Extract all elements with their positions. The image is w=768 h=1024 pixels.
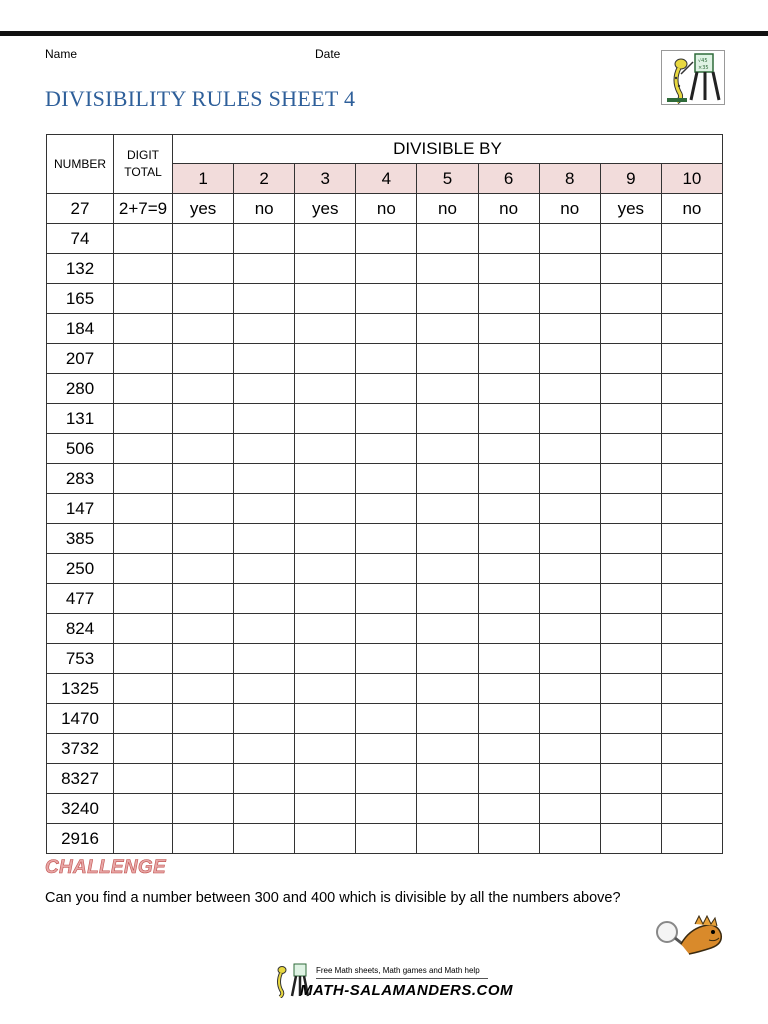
answer-cell[interactable] [539, 644, 600, 674]
answer-cell[interactable] [356, 524, 417, 554]
answer-cell[interactable] [417, 224, 478, 254]
answer-cell[interactable] [600, 704, 661, 734]
answer-cell[interactable] [478, 344, 539, 374]
name-label: Name [45, 47, 78, 61]
answer-cell[interactable] [539, 404, 600, 434]
answer-cell[interactable] [478, 764, 539, 794]
answer-cell[interactable] [539, 614, 600, 644]
answer-cell[interactable] [417, 374, 478, 404]
answer-cell[interactable] [478, 794, 539, 824]
answer-cell[interactable] [356, 314, 417, 344]
answer-cell[interactable] [173, 284, 234, 314]
answer-cell[interactable] [173, 464, 234, 494]
svg-text:×35: ×35 [698, 65, 709, 71]
answer-cell[interactable] [295, 794, 356, 824]
number-cell: 1325 [47, 674, 114, 704]
number-cell: 74 [47, 224, 114, 254]
answer-cell[interactable] [539, 374, 600, 404]
answer-cell[interactable] [417, 404, 478, 434]
digit-total-cell[interactable] [114, 734, 173, 764]
answer-cell[interactable] [539, 494, 600, 524]
table-row [47, 524, 723, 554]
digit-total-cell[interactable] [114, 464, 173, 494]
digit-total-cell[interactable] [114, 434, 173, 464]
number-cell: 385 [47, 524, 114, 554]
answer-cell[interactable] [173, 734, 234, 764]
answer-cell[interactable]: no [539, 194, 600, 224]
answer-cell[interactable] [478, 584, 539, 614]
answer-cell[interactable] [356, 434, 417, 464]
answer-cell[interactable] [600, 374, 661, 404]
answer-cell[interactable] [173, 524, 234, 554]
digit-total-cell[interactable] [114, 794, 173, 824]
answer-cell[interactable] [356, 344, 417, 374]
answer-cell[interactable] [539, 524, 600, 554]
answer-cell[interactable] [173, 554, 234, 584]
footer-tagline: Free Math sheets, Math games and Math help [316, 966, 480, 975]
answer-cell[interactable] [661, 404, 722, 434]
answer-cell[interactable] [600, 644, 661, 674]
answer-cell[interactable] [234, 734, 295, 764]
answer-cell[interactable] [173, 764, 234, 794]
number-cell: 3732 [47, 734, 114, 764]
table-row [47, 374, 723, 404]
answer-cell[interactable] [295, 734, 356, 764]
answer-cell[interactable] [539, 344, 600, 374]
divisor-header-9: 9 [600, 164, 661, 194]
answer-cell[interactable] [478, 254, 539, 284]
date-label: Date [315, 47, 341, 61]
answer-cell[interactable] [356, 404, 417, 434]
answer-cell[interactable] [173, 374, 234, 404]
number-cell: 283 [47, 464, 114, 494]
digit-total-cell[interactable] [114, 704, 173, 734]
digit-total-cell[interactable] [114, 404, 173, 434]
answer-cell[interactable] [234, 704, 295, 734]
answer-cell[interactable] [173, 704, 234, 734]
answer-cell[interactable] [356, 554, 417, 584]
table-row [47, 764, 723, 794]
answer-cell[interactable] [600, 674, 661, 704]
answer-cell[interactable] [417, 284, 478, 314]
number-cell: 8327 [47, 764, 114, 794]
table-row [47, 194, 723, 224]
table-row [47, 284, 723, 314]
answer-cell[interactable] [478, 524, 539, 554]
number-cell: 27 [47, 194, 114, 224]
answer-cell[interactable] [295, 704, 356, 734]
answer-cell[interactable] [600, 554, 661, 584]
answer-cell[interactable] [600, 284, 661, 314]
digit-total-cell[interactable]: 2+7=9 [114, 194, 173, 224]
answer-cell[interactable] [539, 434, 600, 464]
answer-cell[interactable] [661, 344, 722, 374]
divisor-header-4: 4 [356, 164, 417, 194]
answer-cell[interactable] [600, 584, 661, 614]
answer-cell[interactable] [661, 284, 722, 314]
table-row [47, 674, 723, 704]
divisible-by-header: DIVISIBLE BY [173, 135, 723, 164]
number-cell: 131 [47, 404, 114, 434]
answer-cell[interactable] [173, 674, 234, 704]
answer-cell[interactable]: yes [600, 194, 661, 224]
answer-cell[interactable] [539, 554, 600, 584]
answer-cell[interactable] [661, 314, 722, 344]
answer-cell[interactable] [417, 584, 478, 614]
answer-cell[interactable] [417, 704, 478, 734]
digit-total-cell[interactable] [114, 344, 173, 374]
table-row [47, 554, 723, 584]
answer-cell[interactable] [661, 644, 722, 674]
answer-cell[interactable] [295, 674, 356, 704]
table-row [47, 494, 723, 524]
number-cell: 250 [47, 554, 114, 584]
answer-cell[interactable] [478, 674, 539, 704]
number-cell: 132 [47, 254, 114, 284]
answer-cell[interactable] [600, 524, 661, 554]
answer-cell[interactable]: no [478, 194, 539, 224]
answer-cell[interactable] [417, 614, 478, 644]
answer-cell[interactable] [539, 824, 600, 854]
answer-cell[interactable] [295, 224, 356, 254]
table-row [47, 824, 723, 854]
answer-cell[interactable] [600, 464, 661, 494]
answer-cell[interactable] [417, 254, 478, 284]
answer-cell[interactable] [478, 704, 539, 734]
answer-cell[interactable] [600, 404, 661, 434]
answer-cell[interactable] [661, 224, 722, 254]
answer-cell[interactable] [417, 494, 478, 524]
answer-cell[interactable] [173, 254, 234, 284]
answer-cell[interactable] [600, 614, 661, 644]
answer-cell[interactable] [173, 794, 234, 824]
answer-cell[interactable] [478, 734, 539, 764]
divisor-header-6: 6 [478, 164, 539, 194]
answer-cell[interactable] [295, 284, 356, 314]
answer-cell[interactable] [295, 374, 356, 404]
answer-cell[interactable]: no [417, 194, 478, 224]
answer-cell[interactable] [356, 824, 417, 854]
answer-cell[interactable]: yes [295, 194, 356, 224]
answer-cell[interactable] [234, 674, 295, 704]
answer-cell[interactable] [295, 614, 356, 644]
answer-cell[interactable] [295, 494, 356, 524]
table-row [47, 464, 723, 494]
answer-cell[interactable] [539, 464, 600, 494]
number-cell: 165 [47, 284, 114, 314]
footer-divider [316, 978, 488, 979]
answer-cell[interactable] [234, 284, 295, 314]
digit-header-line1: DIGIT [127, 148, 159, 162]
answer-cell[interactable] [356, 704, 417, 734]
answer-cell[interactable] [234, 224, 295, 254]
answer-cell[interactable] [295, 764, 356, 794]
answer-cell[interactable] [417, 464, 478, 494]
answer-cell[interactable] [417, 314, 478, 344]
answer-cell[interactable] [234, 314, 295, 344]
answer-cell[interactable] [417, 764, 478, 794]
table-row [47, 644, 723, 674]
answer-cell[interactable] [478, 824, 539, 854]
answer-cell[interactable] [417, 644, 478, 674]
table-row [47, 404, 723, 434]
top-rule [0, 31, 768, 36]
answer-cell[interactable] [295, 434, 356, 464]
answer-cell[interactable] [600, 764, 661, 794]
divisibility-table [46, 134, 723, 854]
answer-cell[interactable] [173, 434, 234, 464]
answer-cell[interactable] [478, 464, 539, 494]
answer-cell[interactable] [661, 374, 722, 404]
answer-cell[interactable] [295, 404, 356, 434]
answer-cell[interactable] [234, 464, 295, 494]
answer-cell[interactable] [478, 404, 539, 434]
number-cell: 753 [47, 644, 114, 674]
answer-cell[interactable] [417, 674, 478, 704]
salamander-magnifier-icon [655, 910, 725, 960]
answer-cell[interactable] [661, 494, 722, 524]
answer-cell[interactable] [173, 494, 234, 524]
answer-cell[interactable] [417, 434, 478, 464]
number-cell: 184 [47, 314, 114, 344]
answer-cell[interactable] [539, 794, 600, 824]
divisor-header-1: 1 [173, 164, 234, 194]
answer-cell[interactable] [234, 794, 295, 824]
answer-cell[interactable] [478, 554, 539, 584]
answer-cell[interactable] [234, 374, 295, 404]
answer-cell[interactable] [356, 614, 417, 644]
answer-cell[interactable] [356, 644, 417, 674]
answer-cell[interactable] [661, 554, 722, 584]
answer-cell[interactable] [356, 284, 417, 314]
divisor-header-2: 2 [234, 164, 295, 194]
answer-cell[interactable] [478, 614, 539, 644]
answer-cell[interactable] [539, 254, 600, 284]
digit-total-cell[interactable] [114, 554, 173, 584]
answer-cell[interactable] [539, 734, 600, 764]
answer-cell[interactable] [661, 824, 722, 854]
answer-cell[interactable] [356, 224, 417, 254]
table-row [47, 584, 723, 614]
table-row [47, 254, 723, 284]
answer-cell[interactable] [234, 254, 295, 284]
digit-total-cell[interactable] [114, 614, 173, 644]
answer-cell[interactable]: no [661, 194, 722, 224]
svg-text:√45: √45 [698, 58, 708, 64]
digit-total-cell[interactable] [114, 254, 173, 284]
answer-cell[interactable] [661, 764, 722, 794]
answer-cell[interactable] [295, 644, 356, 674]
answer-cell[interactable] [417, 824, 478, 854]
answer-cell[interactable] [295, 314, 356, 344]
answer-cell[interactable] [295, 584, 356, 614]
answer-cell[interactable] [173, 224, 234, 254]
answer-cell[interactable] [295, 344, 356, 374]
digit-total-cell[interactable] [114, 824, 173, 854]
answer-cell[interactable] [234, 614, 295, 644]
answer-cell[interactable] [417, 524, 478, 554]
answer-cell[interactable] [600, 734, 661, 764]
answer-cell[interactable] [661, 524, 722, 554]
answer-cell[interactable] [173, 584, 234, 614]
number-cell: 280 [47, 374, 114, 404]
answer-cell[interactable] [234, 584, 295, 614]
answer-cell[interactable] [539, 704, 600, 734]
answer-cell[interactable]: yes [173, 194, 234, 224]
answer-cell[interactable] [295, 824, 356, 854]
answer-cell[interactable] [478, 284, 539, 314]
digit-header-line2: TOTAL [124, 165, 162, 179]
number-column-header: NUMBER [47, 135, 114, 194]
table-row [47, 704, 723, 734]
divisor-header-10: 10 [661, 164, 722, 194]
answer-cell[interactable] [295, 524, 356, 554]
answer-cell[interactable]: no [234, 194, 295, 224]
answer-cell[interactable] [234, 344, 295, 374]
answer-cell[interactable] [478, 374, 539, 404]
divisor-header-8: 8 [539, 164, 600, 194]
answer-cell[interactable] [173, 344, 234, 374]
answer-cell[interactable] [356, 734, 417, 764]
answer-cell[interactable] [600, 344, 661, 374]
answer-cell[interactable] [539, 284, 600, 314]
number-cell: 147 [47, 494, 114, 524]
answer-cell[interactable] [600, 224, 661, 254]
answer-cell[interactable] [234, 554, 295, 584]
answer-cell[interactable] [417, 734, 478, 764]
table-row [47, 794, 723, 824]
digit-total-cell[interactable] [114, 494, 173, 524]
number-cell: 207 [47, 344, 114, 374]
answer-cell[interactable] [661, 584, 722, 614]
challenge-question: Can you find a number between 300 and 400 which is divisible by all the numbers above? [45, 890, 621, 906]
digit-total-cell[interactable] [114, 284, 173, 314]
digit-total-cell[interactable] [114, 374, 173, 404]
answer-cell[interactable] [661, 734, 722, 764]
answer-cell[interactable] [661, 614, 722, 644]
answer-cell[interactable] [295, 464, 356, 494]
answer-cell[interactable] [478, 314, 539, 344]
answer-cell[interactable] [661, 434, 722, 464]
answer-cell[interactable] [234, 404, 295, 434]
digit-total-cell[interactable] [114, 524, 173, 554]
page-title: DIVISIBILITY RULES SHEET 4 [45, 86, 356, 111]
digit-total-column-header [114, 135, 173, 194]
answer-cell[interactable] [539, 314, 600, 344]
answer-cell[interactable] [600, 494, 661, 524]
answer-cell[interactable] [356, 464, 417, 494]
digit-total-cell[interactable] [114, 644, 173, 674]
answer-cell[interactable] [234, 434, 295, 464]
digit-total-cell[interactable] [114, 584, 173, 614]
table-row [47, 344, 723, 374]
answer-cell[interactable] [661, 254, 722, 284]
answer-cell[interactable] [539, 584, 600, 614]
table-row [47, 734, 723, 764]
answer-cell[interactable] [417, 794, 478, 824]
number-cell: 506 [47, 434, 114, 464]
digit-total-cell[interactable] [114, 674, 173, 704]
number-cell: 2916 [47, 824, 114, 854]
answer-cell[interactable] [234, 644, 295, 674]
answer-cell[interactable] [600, 314, 661, 344]
answer-cell[interactable] [661, 674, 722, 704]
answer-cell[interactable] [478, 434, 539, 464]
divisor-header-3: 3 [295, 164, 356, 194]
answer-cell[interactable] [356, 764, 417, 794]
answer-cell[interactable] [295, 254, 356, 284]
answer-cell[interactable] [173, 404, 234, 434]
answer-cell[interactable] [234, 824, 295, 854]
answer-cell[interactable] [539, 764, 600, 794]
answer-cell[interactable] [600, 254, 661, 284]
answer-cell[interactable] [417, 554, 478, 584]
answer-cell[interactable] [539, 224, 600, 254]
digit-total-cell[interactable] [114, 764, 173, 794]
challenge-heading: CHALLENGE [45, 857, 166, 878]
answer-cell[interactable] [356, 374, 417, 404]
answer-cell[interactable] [539, 674, 600, 704]
digit-total-cell[interactable] [114, 224, 173, 254]
answer-cell[interactable] [173, 824, 234, 854]
answer-cell[interactable] [478, 224, 539, 254]
table-row [47, 614, 723, 644]
number-cell: 1470 [47, 704, 114, 734]
number-cell: 477 [47, 584, 114, 614]
answer-cell[interactable] [356, 794, 417, 824]
answer-cell[interactable] [417, 344, 478, 374]
answer-cell[interactable] [356, 494, 417, 524]
table-row [47, 314, 723, 344]
footer-site-link[interactable]: MATH-SALAMANDERS.COM [300, 982, 514, 999]
answer-cell[interactable] [478, 494, 539, 524]
answer-cell[interactable]: no [356, 194, 417, 224]
answer-cell[interactable] [600, 434, 661, 464]
number-cell: 824 [47, 614, 114, 644]
divisor-header-5: 5 [417, 164, 478, 194]
salamander-teacher-logo-icon [661, 50, 725, 105]
digit-total-cell[interactable] [114, 314, 173, 344]
answer-cell[interactable] [234, 764, 295, 794]
answer-cell[interactable] [356, 254, 417, 284]
table-row [47, 224, 723, 254]
answer-cell[interactable] [295, 554, 356, 584]
answer-cell[interactable] [234, 494, 295, 524]
answer-cell[interactable] [478, 644, 539, 674]
answer-cell[interactable] [661, 794, 722, 824]
answer-cell[interactable] [234, 524, 295, 554]
answer-cell[interactable] [173, 644, 234, 674]
answer-cell[interactable] [600, 824, 661, 854]
number-cell: 3240 [47, 794, 114, 824]
answer-cell[interactable] [356, 584, 417, 614]
answer-cell[interactable] [661, 464, 722, 494]
answer-cell[interactable] [173, 314, 234, 344]
answer-cell[interactable] [173, 614, 234, 644]
answer-cell[interactable] [600, 794, 661, 824]
answer-cell[interactable] [356, 674, 417, 704]
answer-cell[interactable] [661, 704, 722, 734]
table-row [47, 434, 723, 464]
